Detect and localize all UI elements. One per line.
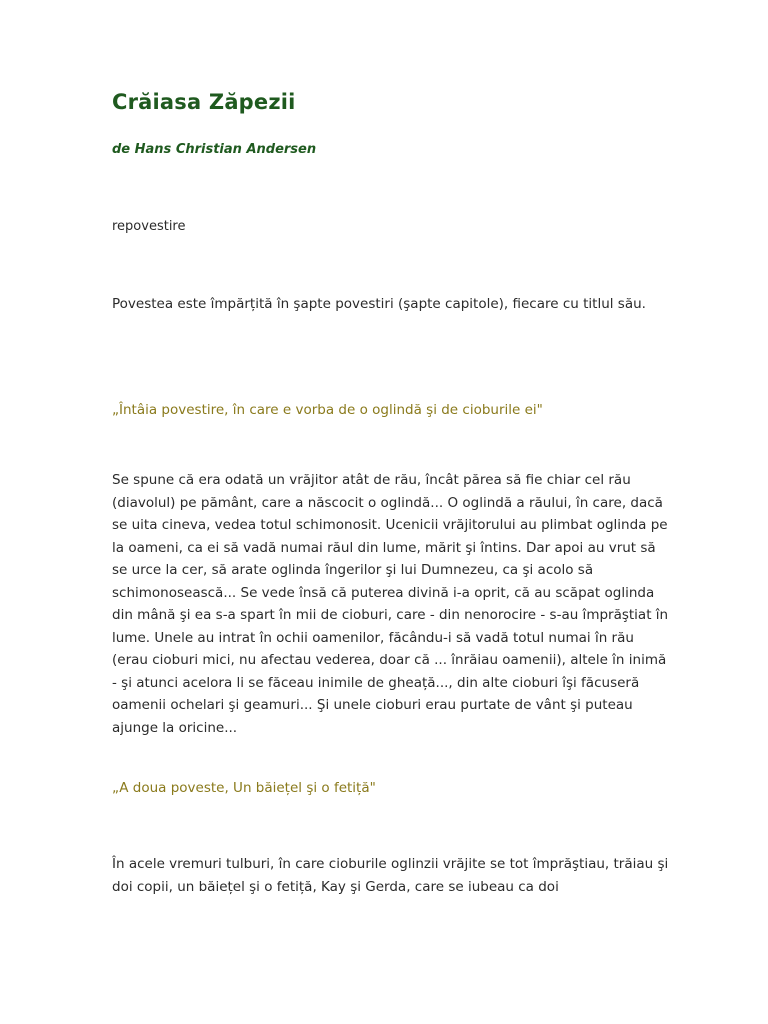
document-title: Crăiasa Zăpezii bbox=[112, 90, 296, 114]
chapter-2-paragraph: În acele vremuri tulburi, în care cioburile oglinzii vrăjite se tot împrăştiau, trăiau şi doi copii, un băiețel şi o fetiță, Kay şi Gerda, care se iubeau ca doi bbox=[112, 856, 669, 895]
document-author: de Hans Christian Andersen bbox=[112, 142, 317, 157]
document-subtitle: repovestire bbox=[112, 219, 186, 234]
intro-paragraph: Povestea este împărțită în şapte povestiri (şapte capitole), fiecare cu titlul său. bbox=[112, 296, 646, 312]
chapter-1-heading: „Întâia povestire, în care e vorba de o oglindă şi de cioburile ei" bbox=[112, 402, 543, 418]
chapter-2-heading: „A doua poveste, Un băiețel şi o fetiță" bbox=[112, 780, 376, 796]
chapter-1-paragraph: Se spune că era odată un vrăjitor atât de rău, încât părea să fie chiar cel rău (diavolul) pe pământ, care a născocit o oglindă... O oglindă a răului, în care, dacă se uita cineva, vedea totul schimonosit. Ucenicii vrăjitorului au plimbat oglinda pe la oameni, ca ei să vadă numai răul din lume, mărit şi întins. Dar apoi au vrut să se urce la cer, să arate oglinda îngerilor şi lui Dumnezeu, ca şi acolo să schimonosească... Se vede însă că puterea divină i-a oprit, că au scăpat oglinda din mână şi ea s-a spart în mii de cioburi, care - din nenorocire - s-au împrăştiat în lume. Unele au intrat în ochii oamenilor, făcându-i să vadă totul numai în rău (erau cioburi mici, nu afectau vederea, doar că ... înrăiau oamenii), altele în inimă - şi atunci acelora li se făceau inimile de gheață..., din alte cioburi îşi făcuseră oamenii ochelari şi geamuri... Şi unele cioburi erau purtate de vânt şi puteau ajunge la oricine... bbox=[112, 472, 669, 736]
